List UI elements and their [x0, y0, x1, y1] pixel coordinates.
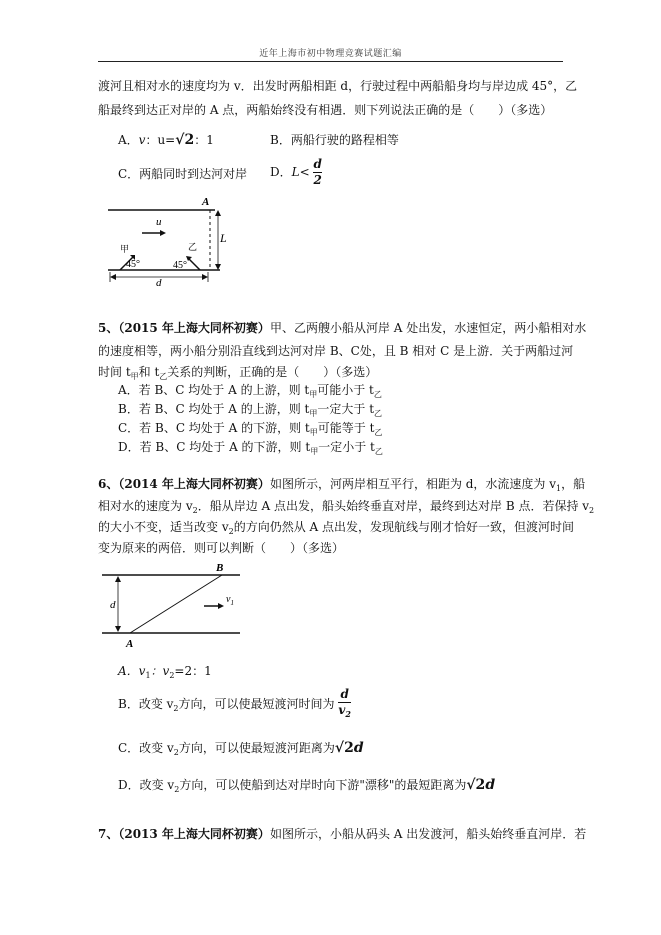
label-a: A — [126, 638, 134, 650]
boat-yi-arrow — [188, 258, 200, 270]
boat-path — [130, 575, 222, 633]
q4-stem-line1: 渡河且相对水的速度均为 v．出发时两船相距 d，行驶过程中两船船身均与岸边成 45°，乙 — [98, 79, 578, 93]
q5-option-d: D．若 B、C 均处于 A 的下游，则 $t_甲$一定小于 $t_乙$ — [118, 440, 383, 456]
label-l: L — [220, 231, 227, 245]
current-arrowhead — [160, 230, 166, 236]
q4-option-d-fraction: $\frac{d}{2}$ — [313, 157, 322, 187]
label-angle-1: 45° — [126, 259, 140, 270]
q6-line1: 6、（2014 年上海大同杯初赛）如图所示，河两岸相互平行，相距为 d，水流速度为 $v_1$，船 — [98, 477, 586, 493]
label-angle-2: 45° — [173, 260, 187, 271]
q6-line3: 的大小不变，适当改变 $v_2$的方向仍然从 A 点出发，发现航线与刚才恰好一致，但渡河时间 — [98, 520, 575, 536]
q6-line2: 相对水的速度为 $v_2$．船从岸边 A 点出发，船头始终垂直对岸，最终到达对岸 B 点．若保持 $v_2$ — [98, 499, 595, 515]
q5-option-b: B．若 B、C 均处于 A 的上游，则 $t_甲$一定大于 $t_乙$ — [118, 402, 383, 418]
q6-option-c: C．改变 $v_2$方向，可以使最短渡河距离为√2d — [118, 740, 364, 757]
label-b: B — [216, 562, 224, 574]
q6-option-b: B．改变 $v_2$方向，可以使最短渡河时间为 $\frac{d}{v_2}$ — [118, 687, 351, 719]
label-d: d — [110, 599, 116, 611]
q4-option-c: C．两船同时到达河对岸 — [118, 167, 248, 181]
label-d: d — [156, 277, 162, 289]
label-jia: 甲 — [120, 244, 130, 254]
q4-option-b: B．两船行驶的路程相等 — [270, 133, 399, 147]
q4-option-a: A．v：u=√2：1 — [118, 132, 214, 148]
q6-line4: 变为原来的两倍．则可以判断（ ）（多选） — [98, 541, 345, 555]
q5-line2: 的速度相等，两小船分别沿直线到达河对岸 B、C处，且 B 相对 C 是上游．关于两船过河 — [98, 344, 574, 358]
label-v1: $v_1$ — [226, 594, 234, 607]
header-rule — [98, 61, 563, 62]
q5-line1: 5、（2015 年上海大同杯初赛）甲、乙两艘小船从河岸 A 处出发，水速恒定，两小船相对水 — [98, 321, 587, 335]
q4-river-diagram — [100, 192, 240, 292]
q4-option-d: D．L< $\frac{d}{2}$ — [270, 157, 322, 187]
label-u: u — [156, 216, 162, 228]
q6-river-diagram — [100, 562, 250, 652]
q7-line1: 7、（2013 年上海大同杯初赛）如图所示，小船从码头 A 出发渡河，船头始终垂直河岸．若 — [98, 827, 587, 841]
q6-option-d: D．改变 $v_2$方向，可以使船到达对岸时向下游"漂移"的最短距离为√2d — [118, 777, 496, 794]
q4-stem-line2: 船最终到达正对岸的 A 点，两船始终没有相遇．则下列说法正确的是（ ）（多选） — [98, 103, 553, 117]
q6-option-a: A．$v_1$：$v_2=2$：1 — [118, 664, 212, 680]
label-yi: 乙 — [188, 242, 198, 252]
page-header: 近年上海市初中物理竞赛试题汇编 — [259, 49, 402, 59]
q5-option-c: C．若 B、C 均处于 A 的下游，则 $t_甲$可能等于 $t_乙$ — [118, 421, 383, 437]
q6-option-b-fraction: $\frac{d}{v_2}$ — [338, 687, 351, 719]
label-a: A — [202, 196, 210, 208]
q5-line3: 时间 $t_甲$和 $t_乙$关系的判断，正确的是（ ）（多选） — [98, 365, 378, 381]
q5-option-a: A．若 B、C 均处于 A 的上游，则 $t_甲$可能小于 $t_乙$ — [118, 383, 382, 399]
